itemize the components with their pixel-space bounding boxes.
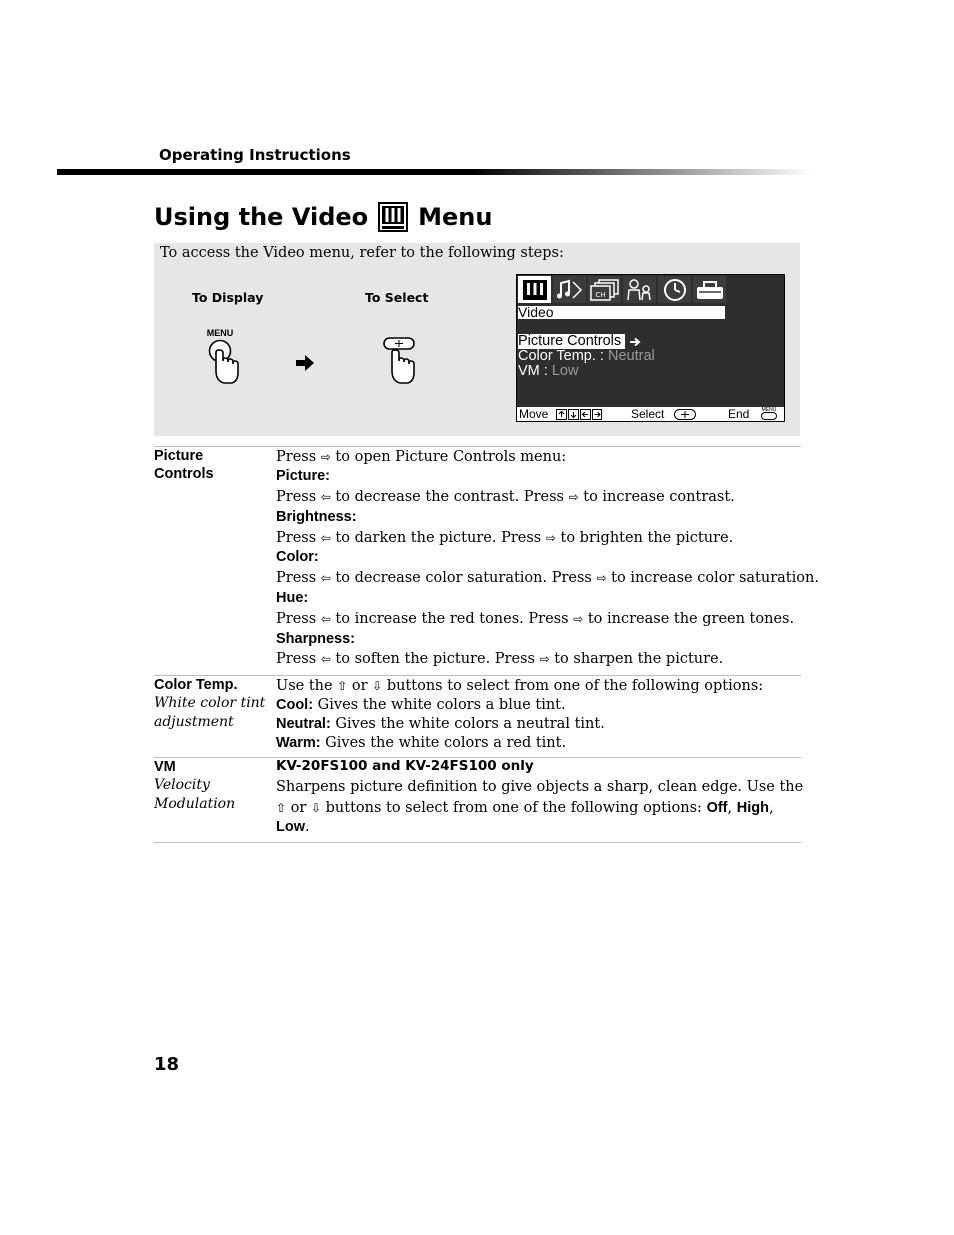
right-arrow-icon: ⇨ xyxy=(539,652,550,666)
osd-menu-button-icon xyxy=(759,406,779,421)
to-display-label: To Display xyxy=(192,290,264,305)
osd-timer-tab-icon xyxy=(658,276,691,303)
pc-line-hue xyxy=(276,611,794,627)
down-arrow-icon: ⇩ xyxy=(372,679,383,693)
vm-option-high: High xyxy=(736,800,769,816)
pc-picture-c: to increase contrast. xyxy=(578,489,735,505)
ct-line-neutral xyxy=(276,716,605,732)
vm-option-off: Off xyxy=(706,800,728,816)
term-color-temp xyxy=(154,676,265,732)
pc-subhead-picture: Picture: xyxy=(276,468,330,484)
menu-button-label: MENU xyxy=(206,328,234,338)
pc-line-open xyxy=(276,449,566,465)
term-vm-sub2: Modulation xyxy=(154,796,236,812)
pc-subhead-color: Color: xyxy=(276,549,319,565)
osd-video-tab-icon xyxy=(518,276,551,303)
up-arrow-icon: ⇧ xyxy=(276,801,287,815)
pc-open-text-a: Press xyxy=(276,449,321,465)
down-arrow-icon: ⇩ xyxy=(310,801,322,815)
right-arrow-icon: ⇨ xyxy=(596,571,607,585)
right-arrow-icon: ⇨ xyxy=(568,490,579,504)
osd-parent-tab-icon xyxy=(623,276,656,303)
pc-hue-b: to increase the red tones. Press xyxy=(330,611,574,627)
right-arrow-icon: ⇨ xyxy=(573,612,584,626)
ct-intro-b: or xyxy=(347,678,373,694)
vm-line-1: Sharpens picture definition to give objects a sharp, clean edge. Use the xyxy=(276,779,804,795)
ct-line-warm xyxy=(276,735,566,751)
osd-item-color-temp-label: Color Temp. : xyxy=(518,348,604,364)
vm-comma-1: , xyxy=(727,800,737,816)
vm-period: . xyxy=(305,819,310,835)
pc-line-sharpness xyxy=(276,651,723,667)
ct-cool-label: Cool: xyxy=(276,697,314,713)
term-vm-sub1: Velocity xyxy=(154,777,210,793)
osd-item-color-temp-value: Neutral xyxy=(608,348,655,364)
osd-menu-title: Video xyxy=(518,306,725,319)
vm-option-low: Low xyxy=(276,819,305,835)
pc-sharp-c: to sharpen the picture. xyxy=(549,651,724,667)
term-picture-controls-line2: Controls xyxy=(154,466,214,482)
left-arrow-icon: ⇦ xyxy=(320,531,331,545)
pc-sharp-a: Press xyxy=(276,651,321,667)
step-arrow-icon xyxy=(295,354,315,372)
right-arrow-icon: ⇨ xyxy=(320,450,331,464)
pc-color-c: to increase color saturation. xyxy=(606,570,819,586)
pc-brightness-a: Press xyxy=(276,530,321,546)
ct-warm-text: Gives the white colors a red tint. xyxy=(320,735,567,751)
pc-color-b: to decrease color saturation. Press xyxy=(330,570,597,586)
osd-item-picture-controls xyxy=(518,334,643,349)
osd-move-arrows-icon xyxy=(556,409,602,420)
page-title xyxy=(154,202,492,232)
table-rule-top xyxy=(154,446,801,447)
steps-panel xyxy=(154,243,800,436)
pc-subhead-hue: Hue: xyxy=(276,590,309,606)
osd-footer-move: Move xyxy=(519,407,549,421)
pc-line-picture xyxy=(276,489,735,505)
svg-text:CH: CH xyxy=(594,290,606,299)
section-header: Operating Instructions xyxy=(159,146,351,164)
pc-subhead-brightness: Brightness: xyxy=(276,509,357,525)
ct-warm-label: Warm: xyxy=(276,735,321,751)
term-vm xyxy=(154,758,235,814)
tv-onscreen-menu xyxy=(516,274,785,422)
osd-footer xyxy=(517,407,784,421)
pc-line-color xyxy=(276,570,819,586)
select-button-press-icon xyxy=(378,333,422,389)
pc-line-brightness xyxy=(276,530,733,546)
ct-line-cool xyxy=(276,697,566,713)
vm-line-3 xyxy=(276,819,310,835)
osd-setup-tab-icon xyxy=(693,276,726,303)
vm-l2-c: buttons to select from one of the following options: xyxy=(321,800,707,816)
pc-hue-a: Press xyxy=(276,611,321,627)
video-menu-icon xyxy=(378,202,408,232)
osd-channel-tab-icon xyxy=(588,276,621,303)
header-rule xyxy=(57,169,812,175)
vm-line-2 xyxy=(276,800,774,816)
steps-intro: To access the Video menu, refer to the following steps: xyxy=(160,245,564,261)
ct-intro-a: Use the xyxy=(276,678,338,694)
pc-picture-b: to decrease the contrast. Press xyxy=(330,489,569,505)
left-arrow-icon: ⇦ xyxy=(320,652,331,666)
pc-brightness-c: to brighten the picture. xyxy=(555,530,734,546)
osd-item-vm-value: Low xyxy=(551,363,579,379)
pc-open-text-b: to open Picture Controls menu: xyxy=(330,449,567,465)
osd-footer-end: End xyxy=(728,407,750,421)
osd-tab-bar xyxy=(518,276,728,303)
term-picture-controls-line1: Picture xyxy=(154,448,204,464)
title-text-after: Menu xyxy=(418,203,493,231)
pc-subhead-sharpness: Sharpness: xyxy=(276,631,355,647)
table-rule-bottom xyxy=(154,842,801,843)
page-number: 18 xyxy=(154,1054,180,1075)
left-arrow-icon: ⇦ xyxy=(320,490,331,504)
pc-sharp-b: to soften the picture. Press xyxy=(330,651,540,667)
osd-footer-select: Select xyxy=(631,407,665,421)
osd-menu-button-label: MENU xyxy=(761,407,777,413)
osd-select-button-icon xyxy=(674,409,696,420)
vm-models-note: KV-20FS100 and KV-24FS100 only xyxy=(276,758,534,774)
term-color-temp-label: Color Temp. xyxy=(154,677,238,693)
ct-neutral-label: Neutral: xyxy=(276,716,331,732)
term-color-temp-sub1: White color tint xyxy=(154,695,266,711)
pc-brightness-b: to darken the picture. Press xyxy=(330,530,546,546)
ct-line-intro xyxy=(276,678,763,694)
ct-neutral-text: Gives the white colors a neutral tint. xyxy=(330,716,605,732)
ct-intro-c: buttons to select from one of the following options: xyxy=(382,678,764,694)
osd-item-color-temp xyxy=(518,349,655,364)
osd-item-picture-controls-label: Picture Controls xyxy=(518,334,625,349)
title-text-before: Using the Video xyxy=(154,203,369,231)
term-color-temp-sub2: adjustment xyxy=(154,714,234,730)
right-arrow-icon: ⇨ xyxy=(545,531,556,545)
pc-color-a: Press xyxy=(276,570,321,586)
to-select-label: To Select xyxy=(365,290,429,305)
up-arrow-icon: ⇧ xyxy=(337,679,348,693)
menu-button-press-icon xyxy=(198,327,242,389)
ct-cool-text: Gives the white colors a blue tint. xyxy=(313,697,566,713)
term-picture-controls xyxy=(154,447,214,483)
vm-l2-b: or xyxy=(286,800,311,816)
left-arrow-icon: ⇦ xyxy=(320,612,331,626)
osd-item-vm-label: VM : xyxy=(518,363,548,379)
pc-picture-a: Press xyxy=(276,489,321,505)
pc-hue-c: to increase the green tones. xyxy=(583,611,795,627)
term-vm-label: VM xyxy=(154,759,176,775)
osd-audio-tab-icon xyxy=(553,276,586,303)
left-arrow-icon: ⇦ xyxy=(320,571,331,585)
osd-item-vm xyxy=(518,364,578,379)
vm-comma-2: , xyxy=(768,800,774,816)
osd-arrow-right-icon xyxy=(629,337,643,347)
